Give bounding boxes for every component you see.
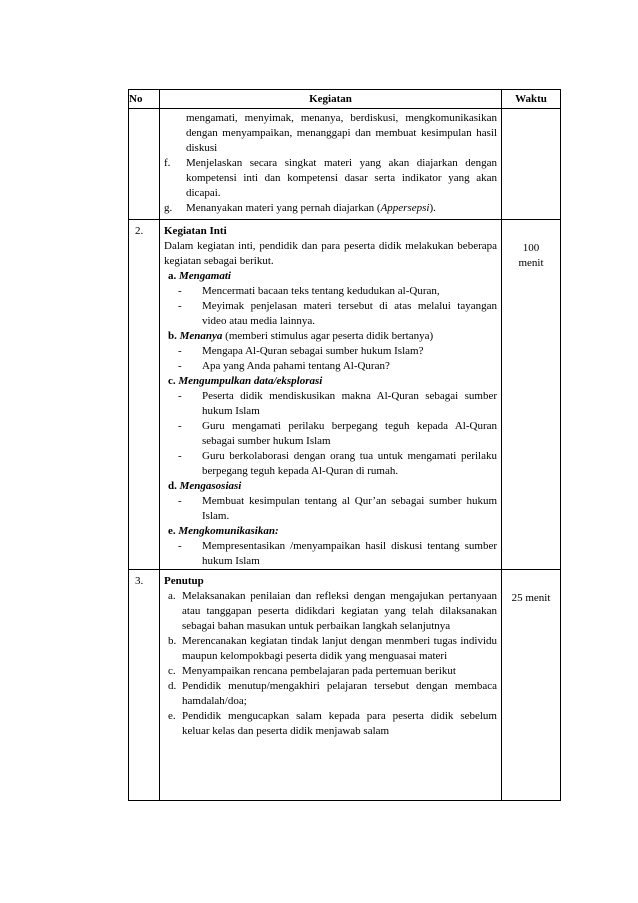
row2-sub-b — [164, 329, 497, 344]
row3-no: 3. — [135, 575, 144, 587]
row3-item-a: Melaksanakan penilaian dan refleksi dengan mengajukan pertanyaan atau tanggapan peserta didikdari kegiatan yang telah dilaksanakan sebagai bahan masukan untuk perbaikan langkah selanjutnya — [182, 590, 497, 632]
row2-c-letter: c. — [168, 375, 176, 387]
row2-c-item-2: Guru berkolaborasi dengan orang tua untuk mengamati perilaku berpegang teguh kepada Al-Quran di rumah. — [202, 450, 497, 477]
header-waktu: Waktu — [502, 90, 561, 109]
row1-item-f-text: Menjelaskan secara singkat materi yang akan diajarkan dengan kompetensi inti dan kompetensi dasar serta indikator yang akan dicapai. — [186, 157, 497, 199]
row2-title: Kegiatan Inti — [164, 225, 227, 237]
list-item: - Mempresentasikan /menyampaikan hasil diskusi tentang sumber hukum Islam — [178, 540, 497, 567]
row2-d-label: Mengasosiasi — [179, 480, 242, 492]
row2-a-item-1: Meyimak penjelasan materi tersebut di atas melalui tayangan video atau media lainnya. — [202, 300, 497, 327]
row3-item-d: Pendidik menutup/mengakhiri pelajaran tersebut dengan membaca hamdalah/doa; — [182, 680, 497, 707]
activity-table — [128, 89, 561, 801]
list-item: d. Pendidik menutup/mengakhiri pelajaran tersebut dengan membaca hamdalah/doa; — [168, 680, 497, 707]
row2-sub-c — [164, 374, 497, 389]
row2-c-item-0: Peserta didik mendiskusikan makna Al-Quran sebagai sumber hukum Islam — [202, 390, 497, 417]
table-row — [129, 220, 561, 570]
row1-item-f-letter: f. — [164, 157, 171, 169]
row2-b-label: Menanya — [179, 330, 223, 342]
row3-waktu: 25 menit — [511, 592, 551, 604]
row3-item-b: Merencanakan kegiatan tindak lanjut dengan menmberi tugas individu maupun kelompokbagi peserta didik yang menguasai materi — [182, 635, 497, 662]
row2-b-item-0: Mengapa Al-Quran sebagai sumber hukum Islam? — [202, 345, 424, 357]
row2-e-label: Mengkomunikasikan: — [178, 525, 279, 537]
row3-item-e: Pendidik mengucapkan salam kepada para peserta didik sebelum keluar kelas dan peserta didik menjawab salam — [182, 710, 497, 737]
row2-sub-a — [164, 269, 497, 284]
row2-a-label: Mengamati — [179, 270, 231, 282]
header-kegiatan: Kegiatan — [160, 90, 502, 109]
row1-item-f — [164, 156, 497, 201]
list-item: - Mengapa Al-Quran sebagai sumber hukum Islam? — [164, 344, 497, 359]
row2-b-rest: (memberi stimulus agar peserta didik bertanya) — [222, 330, 434, 342]
row1-item-g — [164, 201, 497, 216]
list-item: - Meyimak penjelasan materi tersebut di atas melalui tayangan video atau media lainnya. — [178, 300, 497, 327]
row1-item-g-italic: Appersepsi — [380, 202, 430, 214]
row2-e-item-0: Mempresentasikan /menyampaikan hasil diskusi tentang sumber hukum Islam — [202, 540, 497, 567]
row2-c-item-1: Guru mengamati perilaku berpegang teguh kepada Al-Quran sebagai sumber hukum Islam — [202, 420, 497, 447]
row1-cont-text: mengamati, menyimak, menanya, berdiskusi, mengkomunikasikan dengan menyampaikan, menanggapi dan membuat kesimpulan hasil diskusi — [186, 112, 497, 154]
row1-no — [129, 109, 160, 220]
table-row — [129, 570, 561, 801]
row1-waktu — [502, 109, 561, 220]
row2-waktu: 100 menit — [518, 242, 544, 269]
list-item: b. Merencanakan kegiatan tindak lanjut dengan menmberi tugas individu maupun kelompokbagi peserta didik yang menguasai materi — [168, 635, 497, 662]
row2-intro: Dalam kegiatan inti, pendidik dan para peserta didik melakukan beberapa kegiatan sebagai berikut. — [164, 240, 497, 267]
list-item: - Guru mengamati perilaku berpegang teguh kepada Al-Quran sebagai sumber hukum Islam — [178, 420, 497, 447]
list-item: c. Menyampaikan rencana pembelajaran pada pertemuan berikut — [164, 664, 497, 679]
row2-a-letter: a. — [168, 270, 177, 282]
list-item: - Mencermati bacaan teks tentang kedudukan al-Quran, — [164, 284, 497, 299]
row2-c-label: Mengumpulkan data/eksplorasi — [178, 375, 323, 387]
table-row — [129, 109, 561, 220]
table-header-row — [129, 90, 561, 109]
row2-d-letter: d. — [168, 480, 177, 492]
list-item: - Guru berkolaborasi dengan orang tua untuk mengamati perilaku berpegang teguh kepada Al-Quran di rumah. — [178, 450, 497, 477]
row2-e-letter: e. — [168, 525, 176, 537]
row3-title: Penutup — [164, 575, 204, 587]
row2-kegiatan — [160, 220, 502, 570]
row2-sub-d — [164, 479, 497, 494]
row2-b-item-1: Apa yang Anda pahami tentang Al-Quran? — [202, 360, 390, 372]
row1-item-g-text: Menanyakan materi yang pernah diajarkan ( — [186, 202, 381, 214]
row2-no: 2. — [135, 225, 144, 237]
row2-sub-e — [164, 524, 497, 539]
list-item: - Peserta didik mendiskusikan makna Al-Quran sebagai sumber hukum Islam — [178, 390, 497, 417]
row1-item-g-end: ). — [429, 202, 436, 214]
row1-item-g-letter: g. — [164, 202, 173, 214]
row3-item-c: Menyampaikan rencana pembelajaran pada pertemuan berikut — [182, 665, 456, 677]
row2-b-letter: b. — [168, 330, 177, 342]
row1-kegiatan — [160, 109, 502, 220]
list-item: - Membuat kesimpulan tentang al Qur’an sebagai sumber hukum Islam. — [178, 495, 497, 522]
list-item: a. Melaksanakan penilaian dan refleksi dengan mengajukan pertanyaan atau tanggapan peserta didikdari kegiatan yang telah dilaksanakan sebagai bahan masukan untuk perbaikan langkah selanjutnya — [168, 590, 497, 632]
row3-kegiatan — [160, 570, 502, 801]
header-no: No — [129, 90, 160, 109]
list-item: e. Pendidik mengucapkan salam kepada para peserta didik sebelum keluar kelas dan peserta didik menjawab salam — [168, 710, 497, 737]
row2-d-item-0: Membuat kesimpulan tentang al Qur’an sebagai sumber hukum Islam. — [202, 495, 497, 522]
row2-a-item-0: Mencermati bacaan teks tentang kedudukan al-Quran, — [202, 285, 440, 297]
list-item: - Apa yang Anda pahami tentang Al-Quran? — [164, 359, 497, 374]
